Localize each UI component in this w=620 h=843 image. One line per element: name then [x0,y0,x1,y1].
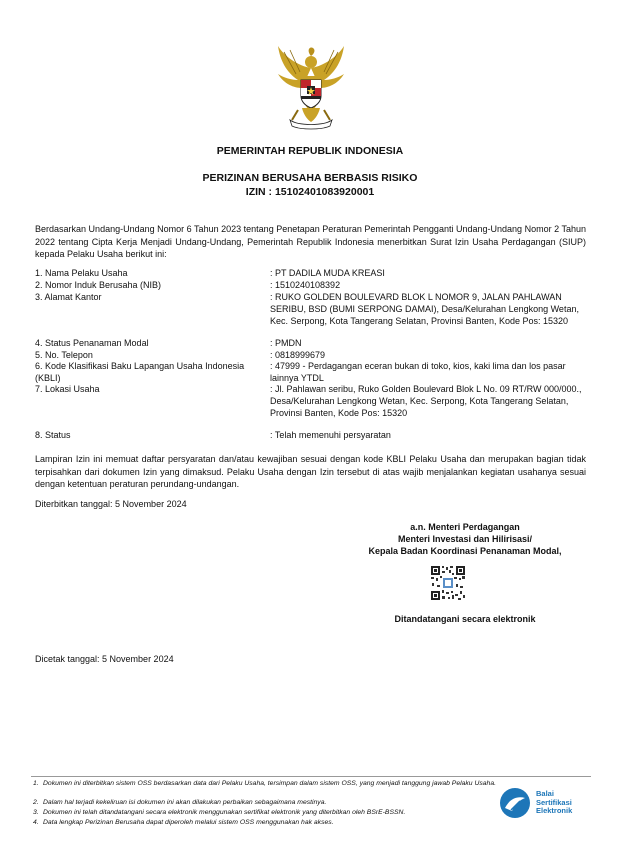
signature-block [330,521,600,557]
qr-code [430,565,466,601]
document-title: PERIZINAN BERUSAHA BERBASIS RISIKO [202,172,418,184]
field-value: : PT DADILA MUDA KREASI [270,268,385,278]
intro-paragraph: Berdasarkan Undang-Undang Nomor 6 Tahun 2023 tentang Penetapan Peraturan Pemerintah Pengganti Undang-Undang Nomor 2 Tahun 2022 tentang Cipta Kerja Menjadi Undang-Undang, Pemerintah Republik Indonesia menerbitkan Surat Izin Usaha Perdagangan (SIUP) kepada Pelaku Usaha berikut ini: [35,224,586,259]
printed-date: Dicetak tanggal: 5 November 2024 [35,654,174,664]
footnote-text: Data lengkap Perizinan Berusaha dapat diperoleh melalui sistem OSS menggunakan hak akses. [43,819,334,826]
field-label: 8. Status [35,430,71,440]
field-value: : 1510240108392 [270,280,341,290]
field-value: : Telah memenuhi persyaratan [270,430,391,440]
footnote-number: 2. [33,799,39,806]
footnote-item [33,799,513,808]
field-value: : RUKO GOLDEN BOULEVARD BLOK L NOMOR 9, JALAN PAHLAWAN SERIBU, BSD (BUMI SERPONG DAMAI), Desa/Kelurahan Lengkong Wetan, Kec. Serpong, Kota Tangerang Selatan, Provinsi Banten, Kode Pos: 15320 [270,292,579,326]
bsre-line-2: Sertifikasi [536,797,572,807]
footnote-number: 3. [33,809,39,816]
izin-number: IZIN : 15102401083920001 [245,186,375,198]
signed-electronically-note: Ditandatangani secara elektronik [394,614,536,624]
bsre-line-1: Balai [536,789,554,798]
field-value: : Jl. Pahlawan seribu, Ruko Golden Boulevard Blok L No. 09 RT/RW 000/000., Desa/Kelurahan Lengkong Wetan, Kec. Serpong, Kota Tangerang Selatan, Provinsi Banten, Kode Pos: 15320 [270,384,582,418]
field-label: 2. Nomor Induk Berusaha (NIB) [35,280,162,290]
signature-line-1: a.n. Menteri Perdagangan [410,522,520,532]
field-label: 3. Alamat Kantor [35,292,102,302]
garuda-emblem [272,46,350,130]
bsre-emblem-icon [498,786,532,820]
footnote-item [33,780,513,789]
bsre-line-3: Elektronik [536,806,573,815]
signature-line-2: Menteri Investasi dan Hilirisasi/ [397,534,533,544]
lampiran-paragraph: Lampiran Izin ini memuat daftar persyaratan dan/atau kewajiban sesuai dengan kode KBLI Pelaku Usaha dan merupakan bagian tidak terpisahkan dari dokumen Izin yang dimaksud. Pelaku Usaha dengan Izin tersebut di atas wajib menjalankan kegiatan usahanya sesuai dengan ketentuan peraturan perundang-undangan. [35,454,586,489]
field-label: 5. No. Telepon [35,350,93,360]
government-heading: PEMERINTAH REPUBLIK INDONESIA [216,145,404,157]
footnote-text: Dalam hal terjadi kekeliruan isi dokumen ini akan dilakukan perbaikan sebagaimana mestinya. [43,799,327,806]
field-label: 1. Nama Pelaku Usaha [35,268,128,278]
footnote-item [33,819,513,828]
signature-line-3: Kepala Badan Koordinasi Penanaman Modal, [368,546,562,556]
field-label: 7. Lokasi Usaha [35,384,100,394]
footnote-number: 1. [33,780,39,787]
footnote-number: 4. [33,819,39,826]
bsre-logo [498,786,593,820]
field-label: 4. Status Penanaman Modal [35,338,149,348]
field-value: : 47999 - Perdagangan eceran bukan di toko, kios, kaki lima dan los pasar lainnya YTDL [270,361,566,383]
field-label: 6. Kode Klasifikasi Baku Lapangan Usaha Indonesia (KBLI) [35,361,245,383]
footnote-item [33,809,513,818]
field-value: : 0818999679 [270,350,326,360]
bsre-logo-text [536,790,572,816]
field-value: : PMDN [270,338,302,348]
issued-date: Diterbitkan tanggal: 5 November 2024 [35,499,187,509]
footnote-text: Dokumen ini telah ditandatangani secara elektronik menggunakan sertifikat elektronik yang diterbitkan oleh BSrE-BSSN. [43,809,406,816]
footnote-text: Dokumen ini diterbitkan sistem OSS berdasarkan data dari Pelaku Usaha, tersimpan dalam sistem OSS, yang menjadi tanggung jawab Pelaku Usaha. [43,780,496,787]
